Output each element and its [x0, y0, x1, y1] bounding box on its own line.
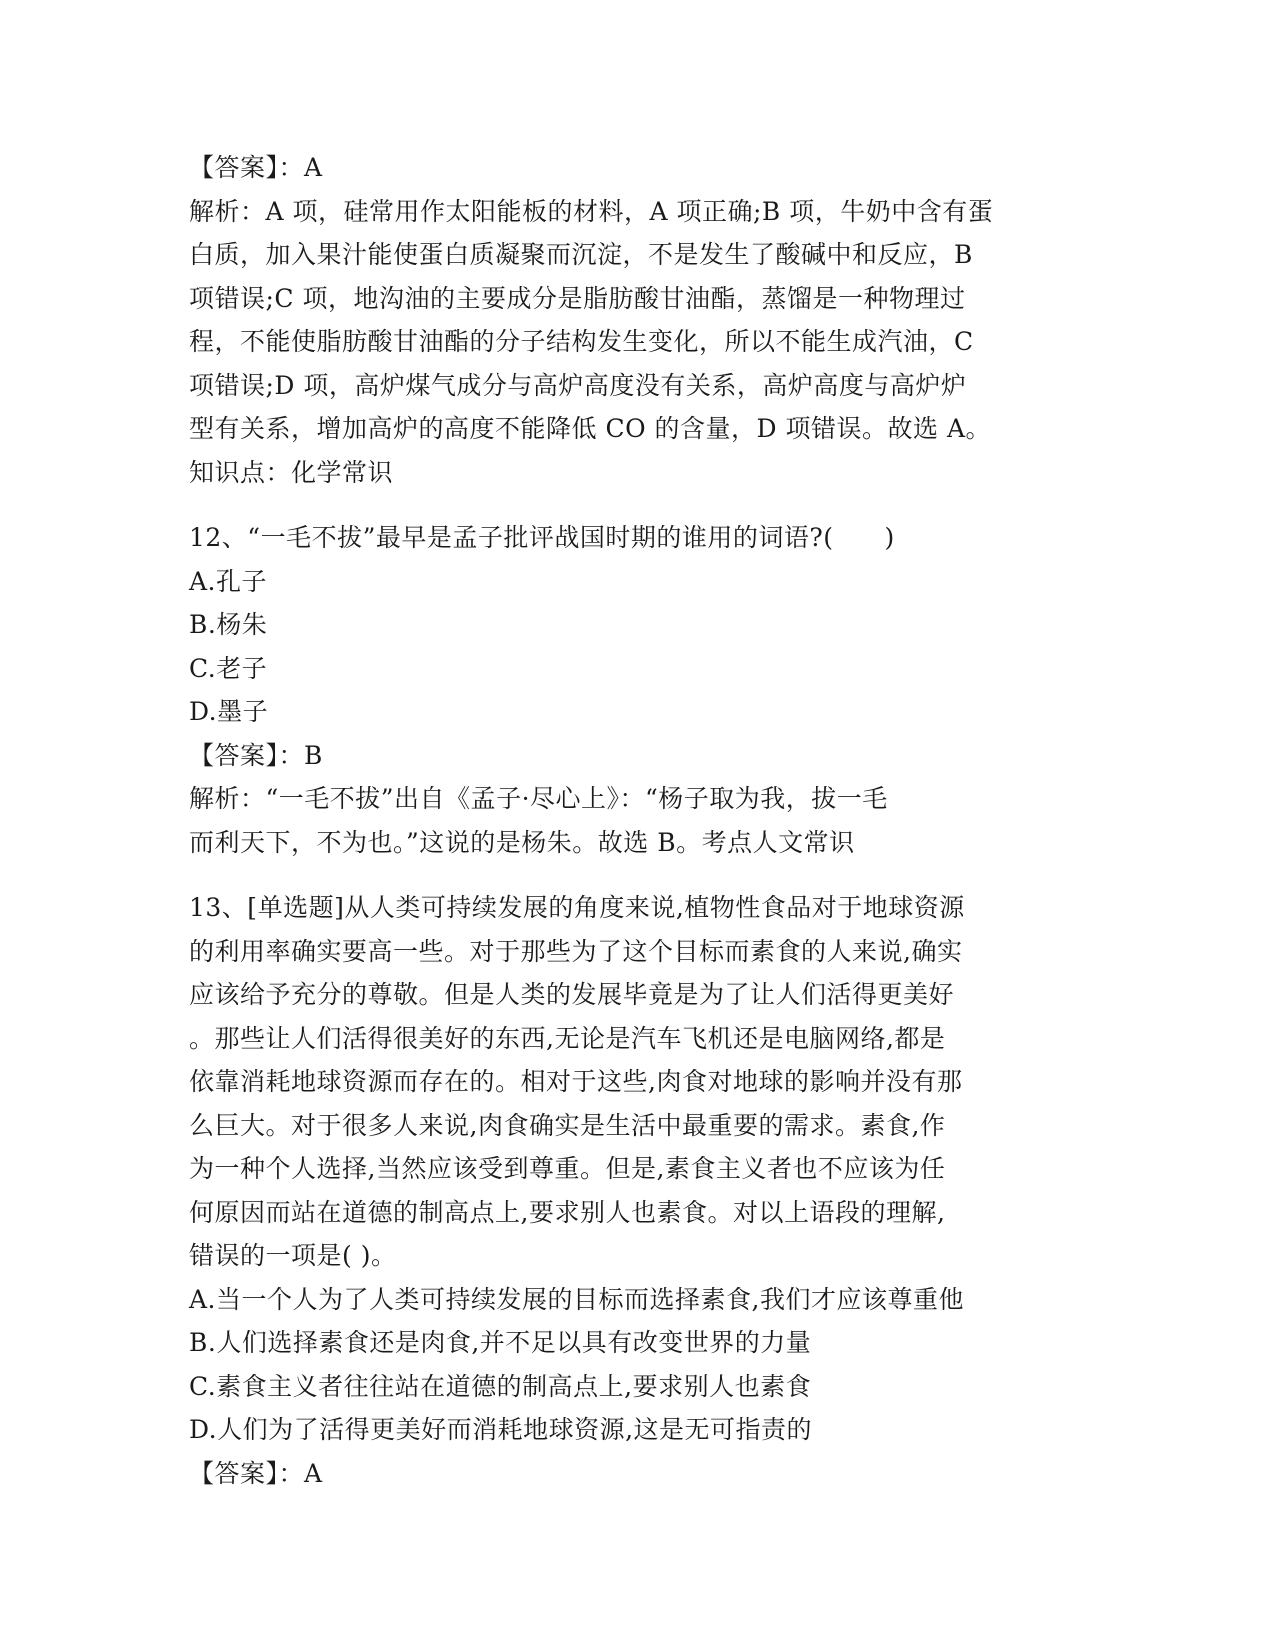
q11-explanation-line: 白质，加入果汁能使蛋白质凝聚而沉淀，不是发生了酸碱中和反应，B [189, 240, 973, 269]
q12-option-c: C.老子 [189, 653, 268, 683]
q13-option-a: A.当一个人为了人类可持续发展的目标而选择素食,我们才应该尊重他 [189, 1284, 964, 1314]
q13-option-c: C.素食主义者往往站在道德的制高点上,要求别人也素食 [189, 1371, 812, 1401]
q12-answer: 【答案】：B [189, 740, 323, 770]
q13-question-line: 错误的一项是( )。 [189, 1241, 397, 1270]
q12-option-d: D.墨子 [189, 697, 269, 726]
q11-explanation-line: 项错误;D 项，高炉煤气成分与高炉高度没有关系，高炉高度与高炉炉 [189, 370, 967, 400]
q11-answer: 【答案】：A [189, 153, 323, 182]
q13-question-line: 么巨大。对于很多人来说,肉食确实是生活中最重要的需求。素食,作 [189, 1110, 946, 1140]
q12-explanation-line: 而利天下，不为也。”这说的是杨朱。故选 B。考点人文常识 [189, 827, 855, 857]
spacer [189, 864, 1069, 886]
q13-question-line: 的利用率确实要高一些。对于那些为了这个目标而素食的人来说,确实 [189, 936, 963, 966]
q13-answer: 【答案】：A [189, 1458, 323, 1488]
q12-explanation-line: 解析：“一毛不拔”出自《孟子·尽心上》：“杨子取为我，拔一毛 [189, 784, 888, 813]
q13-question-line: 何原因而站在道德的制高点上,要求别人也素食。对以上语段的理解, [189, 1197, 946, 1227]
q12-option-b: B.杨朱 [189, 610, 268, 639]
question-13 [189, 886, 1069, 1495]
question-12 [189, 516, 1069, 864]
document-page [189, 146, 1069, 1495]
spacer [189, 494, 1069, 516]
q12-option-a: A.孔子 [189, 566, 268, 596]
q13-question-line: 为一种个人选择,当然应该受到尊重。但是,素食主义者也不应该为任 [189, 1154, 946, 1183]
q13-question-line: 13、[单选题]从人类可持续发展的角度来说,植物性食品对于地球资源 [189, 893, 965, 922]
q11-answer-section [189, 146, 1069, 494]
q13-option-d: D.人们为了活得更美好而消耗地球资源,这是无可指责的 [189, 1415, 813, 1444]
q11-explanation-line: 程，不能使脂肪酸甘油酯的分子结构发生变化，所以不能生成汽油，C [189, 327, 974, 356]
q11-explanation-line: 项错误;C 项，地沟油的主要成分是脂肪酸甘油酯，蒸馏是一种物理过 [189, 283, 966, 313]
q13-option-b: B.人们选择素食还是肉食,并不足以具有改变世界的力量 [189, 1328, 812, 1357]
q13-question-line: 依靠消耗地球资源而存在的。相对于这些,肉食对地球的影响并没有那 [189, 1067, 963, 1096]
q11-knowledge-point: 知识点：化学常识 [189, 457, 394, 487]
q13-question-line: 。那些让人们活得很美好的东西,无论是汽车飞机还是电脑网络,都是 [189, 1023, 946, 1053]
q11-explanation-line: 型有关系，增加高炉的高度不能降低 CO 的含量，D 项错误。故选 A。 [189, 414, 992, 443]
q13-question-line: 应该给予充分的尊敬。但是人类的发展毕竟是为了让人们活得更美好 [189, 980, 955, 1009]
q12-question: 12、“一毛不拔”最早是孟子批评战国时期的谁用的词语?( ) [189, 523, 895, 552]
q11-explanation-line: 解析：A 项，硅常用作太阳能板的材料，A 项正确;B 项，牛奶中含有蛋 [189, 196, 994, 226]
